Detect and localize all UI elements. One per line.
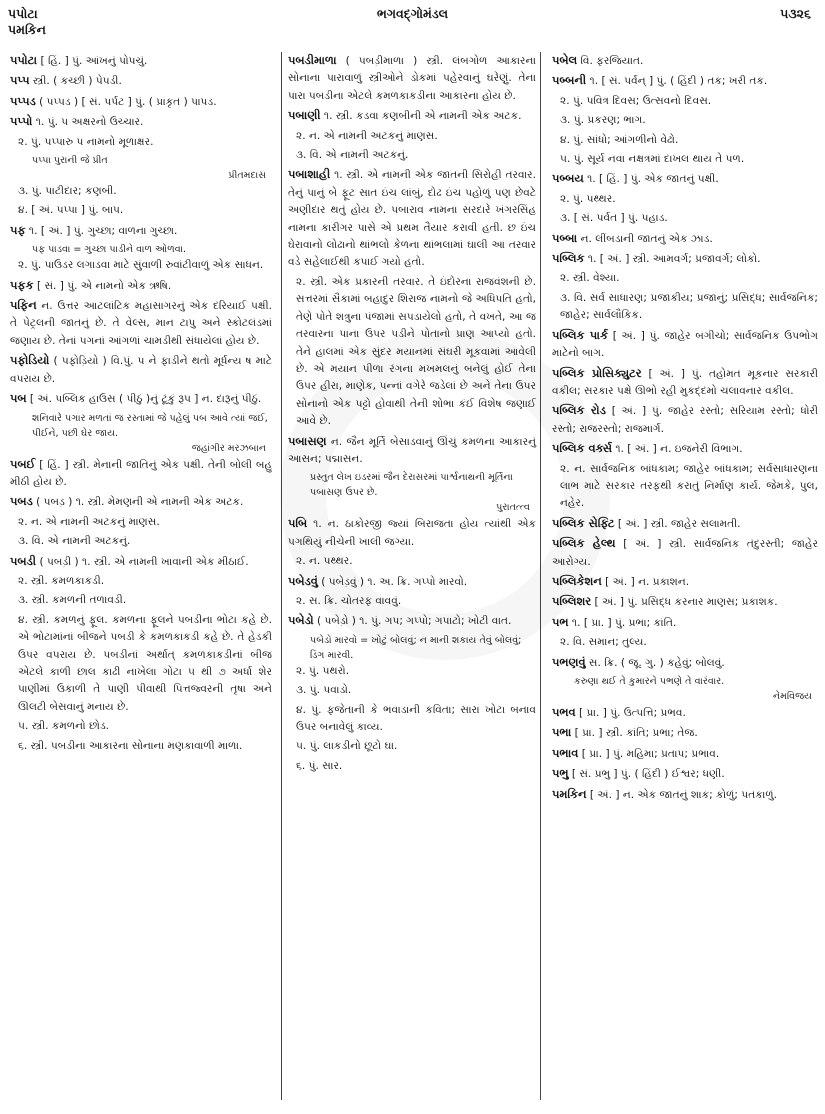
definition: ( પબેડ઼વું ) ૧. અ. ક્રિ. ગપ્પો મારવો.	[321, 575, 468, 588]
headword: પબ્લિક પાર્ક	[552, 327, 609, 342]
headword: પબ	[10, 391, 27, 406]
sense: ૨. ન. એ નામની અટકનું માણસ.	[296, 129, 438, 142]
definition: ( પબડ઼ી ) ૧. સ્ત્રી. એ નામની ખાવાની એક મીઠાઈ.	[39, 555, 249, 568]
sense: ૨. સ્ત્રી. કમળકાકડી.	[18, 574, 105, 587]
definition: ૧. [ અં. ] સ્ત્રી. આમવર્ગ; પ્રજાવર્ગ; લોકો.	[587, 253, 761, 266]
definition: ૧. પું. પ અક્ષરનો ઉચ્ચાર.	[35, 116, 144, 129]
headword: પભણવું	[552, 654, 586, 669]
headword: પભ	[552, 614, 569, 629]
headword: પબિ	[288, 516, 308, 531]
headword: પબેડવું	[288, 573, 318, 588]
headword: પપ્પો	[10, 114, 33, 129]
sense: ૪. સ્ત્રી. કમળનું ફૂલ. કમળના ફૂલને પબડીના ભોટા કહે છે. એ ભોટામાંનાં બીજને પબડી કે કમળકાકડી કહે છે. તે હેડકી ઉપર વપરાય છે. પબડીનાં અર્થાત્ કમળકાકડીનાં બીજ એટલે કાળી છાલ કાઢી નાખેલા ગોટા ૫ થી ૭ અર્ધા શેર પાણીમાં ઉકાળી તે પાણી પીવાથી પિત્તજ્વરની તૃષા અને ઊલટી બેસવાનું મનાય છે.	[18, 613, 272, 713]
usage-quote: પબેડો મારવો = ખોટું બોલવું; ન માની શકાય તેવું બોલવું; ડિંગ મારવી.	[310, 634, 522, 661]
dictionary-entry	[10, 390, 272, 408]
definition: ( પબેડ઼ો ) ૧. પું. ગપ; ગપ્પો; ગપાટો; ખોટી વાત.	[317, 615, 512, 628]
usage-quote: શનિવારે પગાર મળતાં જ રસ્તામાં જે પહેલું પબ આવે ત્યાં જઈ, પીઈને, પછી ઘેર જાય.	[32, 412, 268, 439]
sense: ૩. પું. પાટીદાર; કણબી.	[18, 185, 117, 198]
headword: પપ્પડ	[10, 93, 36, 108]
definition: [ પ્રા. ] પું. મહિમા; પ્રતાપ; પ્રભાવ.	[581, 747, 720, 760]
dictionary-entry	[10, 277, 272, 295]
dictionary-entry	[552, 72, 818, 90]
column-1	[4, 52, 276, 1100]
definition: ( પફોડ઼િયો ) વિ.પું. પ ને ફાડીને થતો મૂર્ધન્ય ષ માટે વપરાય છે.	[10, 355, 272, 385]
dictionary-entry	[10, 297, 272, 350]
dictionary-entry	[10, 93, 272, 111]
dictionary-entry	[288, 612, 536, 630]
sense: ૩. વિ. એ નામની અટકનું.	[296, 149, 409, 162]
headword: પબડીમાળા	[288, 53, 337, 67]
dictionary-entry	[552, 535, 818, 571]
sense: ૫. પું. સૂર્ય નવા નક્ષત્રમાં દાખલ થાય તે પળ.	[560, 153, 745, 166]
definition: [ હિં. ] પું. આંખનું પોપચું.	[40, 55, 148, 67]
dictionary-entry	[10, 493, 272, 511]
headword: પબ્લિક પ્રોસિક્યુટર	[552, 365, 642, 380]
quote-citation: જહાંગીર મરઝબાન	[191, 442, 266, 454]
usage-quote: પ્રસ્તુત લેખ ઇડરમાં જૈન દેરાસરમાં પાર્શ્વનાથની મૂર્તિના પબાસણ ઉપર છે.	[310, 472, 513, 499]
sense: ૩. પું. પવાડો.	[296, 684, 352, 697]
dictionary-entry	[552, 786, 818, 804]
headword: પફ	[10, 222, 26, 237]
definition: સ્ત્રી. ( કચ્છી ) પેપડી.	[32, 75, 122, 88]
headword: પબ્લિક સેફ્ટિ	[552, 515, 615, 530]
definition: ૧. [ સં. પર્વન્ ] પું. ( હિંદી ) તક; ખરી તક.	[589, 75, 768, 88]
headword: પબાશાહી	[288, 167, 331, 182]
definition: ૧. [ અં. ] પું. ગુચ્છા; વાળના ગુચ્છા.	[28, 224, 178, 237]
headword: પબ્બા	[552, 230, 578, 245]
sense: ૨. પું. પથરો.	[296, 664, 350, 677]
sense: ૨. સ્ત્રી. એક પ્રકારની તરવાર. તે ઇંદોરના રાજવંશની છે. સત્તરમાં સૈકામાં બહાદુર શિરાજ નામનો જે અધિપતિ હતો, તેણે પોતે શત્રુના પંજામાં સપડાયેલો હતો, તે વખતે, આ જ તરવારના પાના ઉપર પડીને પોતાનો પ્રાણ આપ્યો હતો. તેને હાલમાં એક સુંદર મયાનમાં સંઘરી મૂકવામાં આવેલી છે. એ મયાન પીળા રંગના મખમલનું બનેલું હોઈ તેના ઉપર હીરા, માણેક, પન્નાં વગેરે જડેલાં છે અને તેના ઉપર સોનાનો એક પટ્ટો હોવાથી તેની શોભા કંઈ વિશેષ જણાઈ આવે છે.	[296, 275, 536, 428]
definition: [ અં. ] પું. તહોમત મૂકનાર સરકારી વકીલ; સરકાર પક્ષે ઊભો રહી મુકદ્દમો ચલાવનાર વકીલ.	[552, 367, 818, 397]
definition: ( પપ્પડ ) [ સં. પર્પટ ] પું. ( પ્રાકૃત ) પાપડ.	[39, 95, 217, 108]
dictionary-entry	[10, 456, 272, 492]
headword: પભુ	[552, 766, 569, 781]
sense: ૨. ન. સાર્વજનિક બાંધકામ; જાહેર બાંધકામ; સર્વસાધારણના લાભ માટે સરકાર તરફથી કરાતું નિર્માણ કાર્ય. જેમકે, પુલ, નહેર.	[560, 462, 818, 510]
sense: ૬. પું. સાર.	[296, 759, 343, 772]
headword: પપોટા	[10, 53, 38, 67]
definition: ૧. સ્ત્રી. કડવા કણબીની એ નામની એક અટક.	[323, 110, 522, 123]
definition: ૧. [ હિં. ] પું. એક જાતનું પક્ષી.	[587, 173, 719, 186]
definition: ૧. ન. ઠાકોરજી જ્યાં બિરાજતા હોય ત્યાંથી એક પગથિયું નીચેની ખાલી જગ્યા.	[288, 518, 536, 548]
sense: ૩. [ સં. પર્વત ] પું. પહાડ.	[560, 212, 668, 225]
definition: [ હિં. ] સ્ત્રી. મેનાની જાતિનું એક પક્ષી. તેની બોલી બહુ મીઠી હોય છે.	[10, 458, 273, 488]
column-3	[544, 52, 822, 1100]
headword: પબેલ	[552, 53, 578, 67]
dictionary-entry	[288, 166, 536, 271]
headword: પબાસણ	[288, 433, 327, 448]
sense: ૩. વિ. એ નામની અટકનું.	[18, 535, 131, 548]
sense: ૬. સ્ત્રી. પબડીના આકારના સોનાના મણકાવાળી માળા.	[18, 739, 243, 752]
dictionary-entry	[288, 573, 536, 591]
dictionary-entry	[552, 365, 818, 401]
headword: પબેડો	[288, 613, 314, 628]
guide-word-last: પમકિન	[8, 22, 46, 37]
headword: પબ્લિક રોડ	[552, 403, 606, 418]
definition: ( પબડ઼ ) ૧. સ્ત્રી. મેમણની એ નામની એક અટક.	[36, 496, 244, 509]
dictionary-entry	[552, 724, 818, 742]
headword: પફોડિયો	[10, 353, 50, 368]
headword: પબડ	[10, 494, 33, 509]
sense: ૨. ન. પથ્થર.	[296, 555, 353, 568]
usage-quote: પફ પાડવા = ગુચ્છા પાડીને વાળ ઓળવા.	[32, 244, 187, 256]
sense: ૪. પું. ફજેતાની કે ભવાડાની કવિતા; સારા ખોટા બનાવ ઉપર બનાવેલું કાવ્ય.	[296, 703, 536, 733]
dictionary-entry	[288, 107, 536, 125]
sense: ૫. સ્ત્રી. કમળનો છોડ.	[18, 720, 110, 733]
headword: પભાવ	[552, 745, 579, 760]
dictionary-entry	[10, 113, 272, 131]
definition: [ અં. ] સ્ત્રી. જાહેર સલામતી.	[617, 517, 741, 530]
quote-citation: પુરાતત્ત્વ	[496, 502, 530, 514]
definition: ન. લીંબડાની જાતનું એક ઝાડ.	[580, 232, 713, 245]
usage-quote: કરુણા થઈ તે કુમારને પભણે તે વારંવાર.	[574, 676, 725, 687]
headword: પબ્બય	[552, 171, 584, 186]
sense: ૫. પું. લાકડીનો છૂટો ઘા.	[296, 740, 398, 753]
sense: ૨. વિ. સમાન; તુલ્ય.	[560, 636, 647, 649]
definition: ન. ઉત્તર આટલાંટિક મહાસાગરનું એક દરિયાઈ પક્ષી. તે પેટ્રલની જાતનું છે. તે વેલ્સ, માન ટાપુ અને સ્કોટલંડમાં જણાય છે. તેનાં પગનાં આંગળાં ચામડીથી સંધાયેલાં હોય છે.	[10, 300, 272, 347]
sense: ૨. સ્ત્રી. વેશ્યા.	[560, 272, 620, 285]
headword: પબ્લિશર	[552, 594, 592, 609]
dictionary-entry	[288, 52, 536, 105]
definition: [ સં. ] પું. એ નામનો એક ઋષિ.	[36, 279, 172, 292]
sense: ૪. પું. સાંધો; આંગળીનો વેઢો.	[560, 133, 679, 146]
headword: પમકિન	[552, 786, 587, 801]
sense: ૨. સ. ક્રિ. ચોતરફ વાવવું.	[296, 594, 402, 607]
dictionary-entry	[552, 515, 818, 533]
dictionary-entry	[552, 52, 818, 70]
definition: ૧. [ પ્રા. ] પું. પ્રભા; કાંતિ.	[571, 616, 677, 629]
dictionary-entry	[552, 654, 818, 672]
dictionary-entry	[552, 230, 818, 248]
headword: પબઈ	[10, 456, 36, 471]
definition: [ અં. ] ન. એક જાતનું શાક; કોળું; પતકાળું.	[589, 788, 777, 801]
dictionary-entry	[10, 352, 272, 388]
definition: ૧. [ અં. ] ન. ઇજનેરી વિભાગ.	[615, 443, 743, 456]
dictionary-entry	[552, 573, 818, 591]
page-header	[0, 0, 825, 50]
definition: સ. ક્રિ. ( જૂ. ગુ. ) કહેવું; બોલવું.	[588, 656, 725, 669]
usage-quote: પપ્પા પુરાની જે પ્રીત	[32, 155, 108, 167]
dictionary-entry	[552, 745, 818, 763]
headword: પફિન	[10, 298, 37, 313]
sense: ૩. વિ. સર્વ સાધારણ; પ્રજાકીય; પ્રજાનું; પ્રસિદ્ધ; સાર્વજનિક; જાહેર; સાર્વલૌકિક.	[560, 291, 818, 322]
headword: પબાણી	[288, 108, 321, 123]
dictionary-entry	[552, 704, 818, 722]
sense: ૨. પું. પથ્થર.	[560, 192, 616, 205]
definition: [ સં. પ્રભુ ] પું. ( હિંદી ) ઈશ્વર; ધણી.	[571, 768, 725, 781]
dictionary-entry	[10, 72, 272, 90]
headword: પબ્લિક વર્ક્સ	[552, 441, 612, 456]
dictionary-entry	[552, 593, 818, 611]
guide-word-first: પપોટા	[8, 6, 38, 21]
quote-citation: નેમવિજય	[773, 691, 812, 702]
quote-citation: પ્રીતમદાસ	[228, 170, 266, 182]
headword: પભવ	[552, 705, 576, 719]
headword: પફક	[10, 277, 34, 292]
definition: [ અં. પબ્લિક હાઉસ ( પીઠું )નું ટૂંકું રૂપ ] ન. દારૂનું પીઠું.	[29, 393, 262, 406]
dictionary-entry	[552, 440, 818, 458]
column-2	[281, 52, 541, 1100]
dictionary-title: ભગવદ્ગોમંડલ	[376, 6, 449, 21]
dictionary-entry	[552, 765, 818, 783]
dictionary-entry	[10, 52, 272, 70]
dictionary-entry	[552, 327, 818, 363]
definition: વિ. ફરજિયાત.	[580, 55, 644, 67]
definition: [ પ્રા. ] સ્ત્રી. કાંતિ; પ્રભા; તેજ.	[574, 727, 698, 740]
definition: [ અં. ] પું. જાહેર રસ્તો; સરિયામ રસ્તો; ધોરી રસ્તો; રાજરસ્તો; રાજમાર્ગ.	[552, 405, 818, 435]
sense: ૨. પું. પપ્પારુ પ નામનો મૂળાક્ષર.	[18, 135, 154, 148]
sense: ૩. પું. પ્રકરણ; ભાગ.	[560, 114, 646, 127]
definition: ( પબડ઼ીમાળા ) સ્ત્રી. લંબગોળ આકારના સોનાના પારાવાળું સ્ત્રીઓને ડોકમાં પહેરવાનું ઘરેણું. તેના પારા પબડીના એટલે કમળકાકડીના આકારના હોય છે.	[288, 55, 536, 102]
definition: ન. જૈન મૂર્તિ બેસાડવાનું ઊંચું કમળના આકારનું આસન; પદ્માસન.	[288, 435, 536, 465]
dictionary-columns	[0, 52, 825, 1104]
definition: [ અં. ] સ્ત્રી. સાર્વજનિક તંદુરસ્તી; જાહેર આરોગ્ય.	[552, 538, 818, 568]
dictionary-entry	[552, 402, 818, 438]
headword: પબ્લિકેશન	[552, 573, 602, 588]
headword: પપ્પ	[10, 73, 30, 88]
headword: પબ્લિક	[552, 251, 585, 266]
headword: પબ્બની	[552, 73, 587, 88]
dictionary-entry	[10, 553, 272, 571]
dictionary-entry	[552, 614, 818, 632]
dictionary-entry	[288, 433, 536, 469]
page-number: ૫૩૨૬	[780, 6, 811, 21]
definition: [ અં. ] પું. પ્રસિદ્ધ કરનાર માણસ; પ્રકાશક.	[594, 596, 778, 609]
definition: ૧. સ્ત્રી. એ નામની એક જાતની સિરોહી તરવાર. તેનું પાનું બે ફૂટ સાત ઇંચ લાંબું, દોઢ ઇંચ પહોળું પણ છેવટે અણીદાર થતું હોય છે. પબારાવ નામના સરદારે ખંગરસિંહ નામના કારીગર પાસે એ પ્રથમ તૈયાર કરાવી હતી. છ ઇંચ ઘેરાવાનો લોઢાનો થાંભલો કેળના થાંભલામાં ઘાલી આ તરવાર વડે સહેલાઈથી કપાઈ ગયો હતો.	[288, 169, 536, 269]
headword: પભા	[552, 725, 572, 740]
sense: ૩. સ્ત્રી. કમળની તળાવડી.	[18, 594, 127, 607]
dictionary-entry	[552, 170, 818, 188]
sense: ૨. પું. પાઉડર લગાડવા માટે સુંવાળી રુવાંટીવાળું એક સાધન.	[18, 259, 264, 272]
dictionary-entry	[552, 250, 818, 268]
headword: પબ્લિક હેલ્થ	[552, 536, 616, 551]
dictionary-entry	[10, 222, 272, 240]
definition: [ અં. ] ન. પ્રકાશન.	[605, 575, 690, 588]
dictionary-entry	[288, 515, 536, 551]
headword: પબડી	[10, 553, 37, 568]
sense: ૨. પું. પવિત્ર દિવસ; ઉત્સવનો દિવસ.	[560, 94, 712, 107]
sense: ૪. [ અં. પપ્પા ] પું. બાપ.	[18, 204, 124, 217]
definition: [ અં. ] પું. જાહેર બગીચો; સાર્વજનિક ઉપભોગ માટેનો બાગ.	[552, 329, 818, 360]
definition: [ પ્રા. ] પું. ઉત્પત્તિ; પ્રભવ.	[578, 707, 686, 719]
sense: ૨. ન. એ નામની અટકનું માણસ.	[18, 515, 160, 528]
